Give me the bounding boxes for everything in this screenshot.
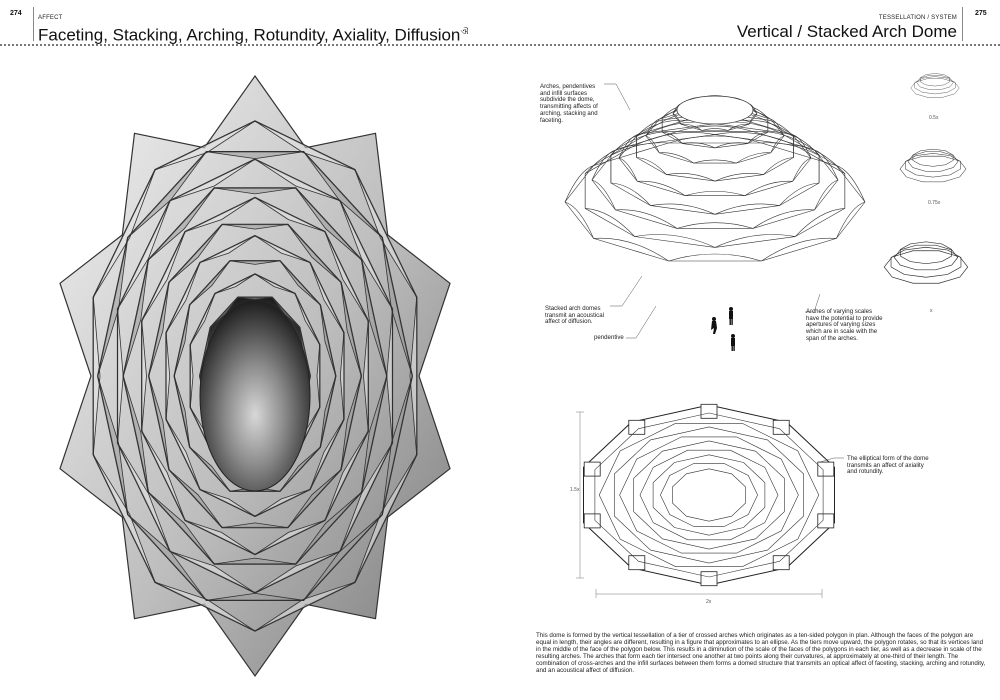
header-divider <box>33 7 34 41</box>
annotation-arch-scales: Arches of varying scales have the potential to provide apertures of varying sizes which are in scale with the span of the arches. <box>806 308 883 342</box>
annotation-elliptical-form: The elliptical form of the dome transmits an affect of axiality and rotundity. <box>847 455 929 476</box>
right-page-title: Vertical / Stacked Arch Dome <box>736 22 957 41</box>
scale-label-half: 0.5x <box>929 115 939 121</box>
scale-label-x: x <box>930 308 933 314</box>
annotation-arches: Arches, pendentives and infill surfaces subdivide the dome, transmitting affects of arching, stacking and faceting. <box>540 83 598 124</box>
dome-rendering-image <box>40 68 470 684</box>
header-divider-right <box>962 7 963 41</box>
left-section-label: AFFECT <box>38 15 63 21</box>
rss-mark-icon: ଐ <box>460 27 469 36</box>
plan-width-label: 2x <box>706 599 712 605</box>
human-scale-figures <box>706 306 746 352</box>
body-paragraph: This dome is formed by the vertical tessellation of a tier of crossed arches which originates as a ten-sided polygon in plan. Although the faces of the polygon are equal in length, their angles are different, resulting in a figure that approximates to an ellipse. As the tiers move upward, the polygon rotates, so that its vertices land in the middle of the face of the polygon below. This results in a diminution of the scale of the faces of the polygons in each tier, as well as a decrease in scale of the resulting arches. The arches that form each tier intersect one another at two points along their curvatures, at approximately at one-third of their length. The combination of cross-arches and the infill surfaces between them forms a domed structure that transmits an optical affect of faceting, stacking, arching and rotundity, and an acoustical affect of diffusion. <box>536 632 986 674</box>
left-page-number: 274 <box>10 10 22 17</box>
annotation-stacked-arches: Stacked arch domes transmit an acoustical affect of diffusion. <box>545 305 604 326</box>
left-page-title <box>38 23 468 45</box>
dome-plan-drawing <box>566 398 848 610</box>
right-section-label: TESSELLATION / SYSTEM <box>878 15 957 21</box>
plan-height-label: 1.5x <box>570 487 580 493</box>
right-page-number: 275 <box>975 10 987 17</box>
left-title-text: Faceting, Stacking, Arching, Rotundity, Axiality, Diffusion <box>38 25 461 45</box>
scale-view-small <box>895 62 975 120</box>
scale-view-medium <box>888 137 978 205</box>
left-dotted-rule <box>0 44 498 46</box>
annotation-pendentive: pendentive <box>594 334 624 341</box>
scale-label-three-quarter: 0.75x <box>928 200 941 206</box>
right-dotted-rule <box>502 44 1000 46</box>
